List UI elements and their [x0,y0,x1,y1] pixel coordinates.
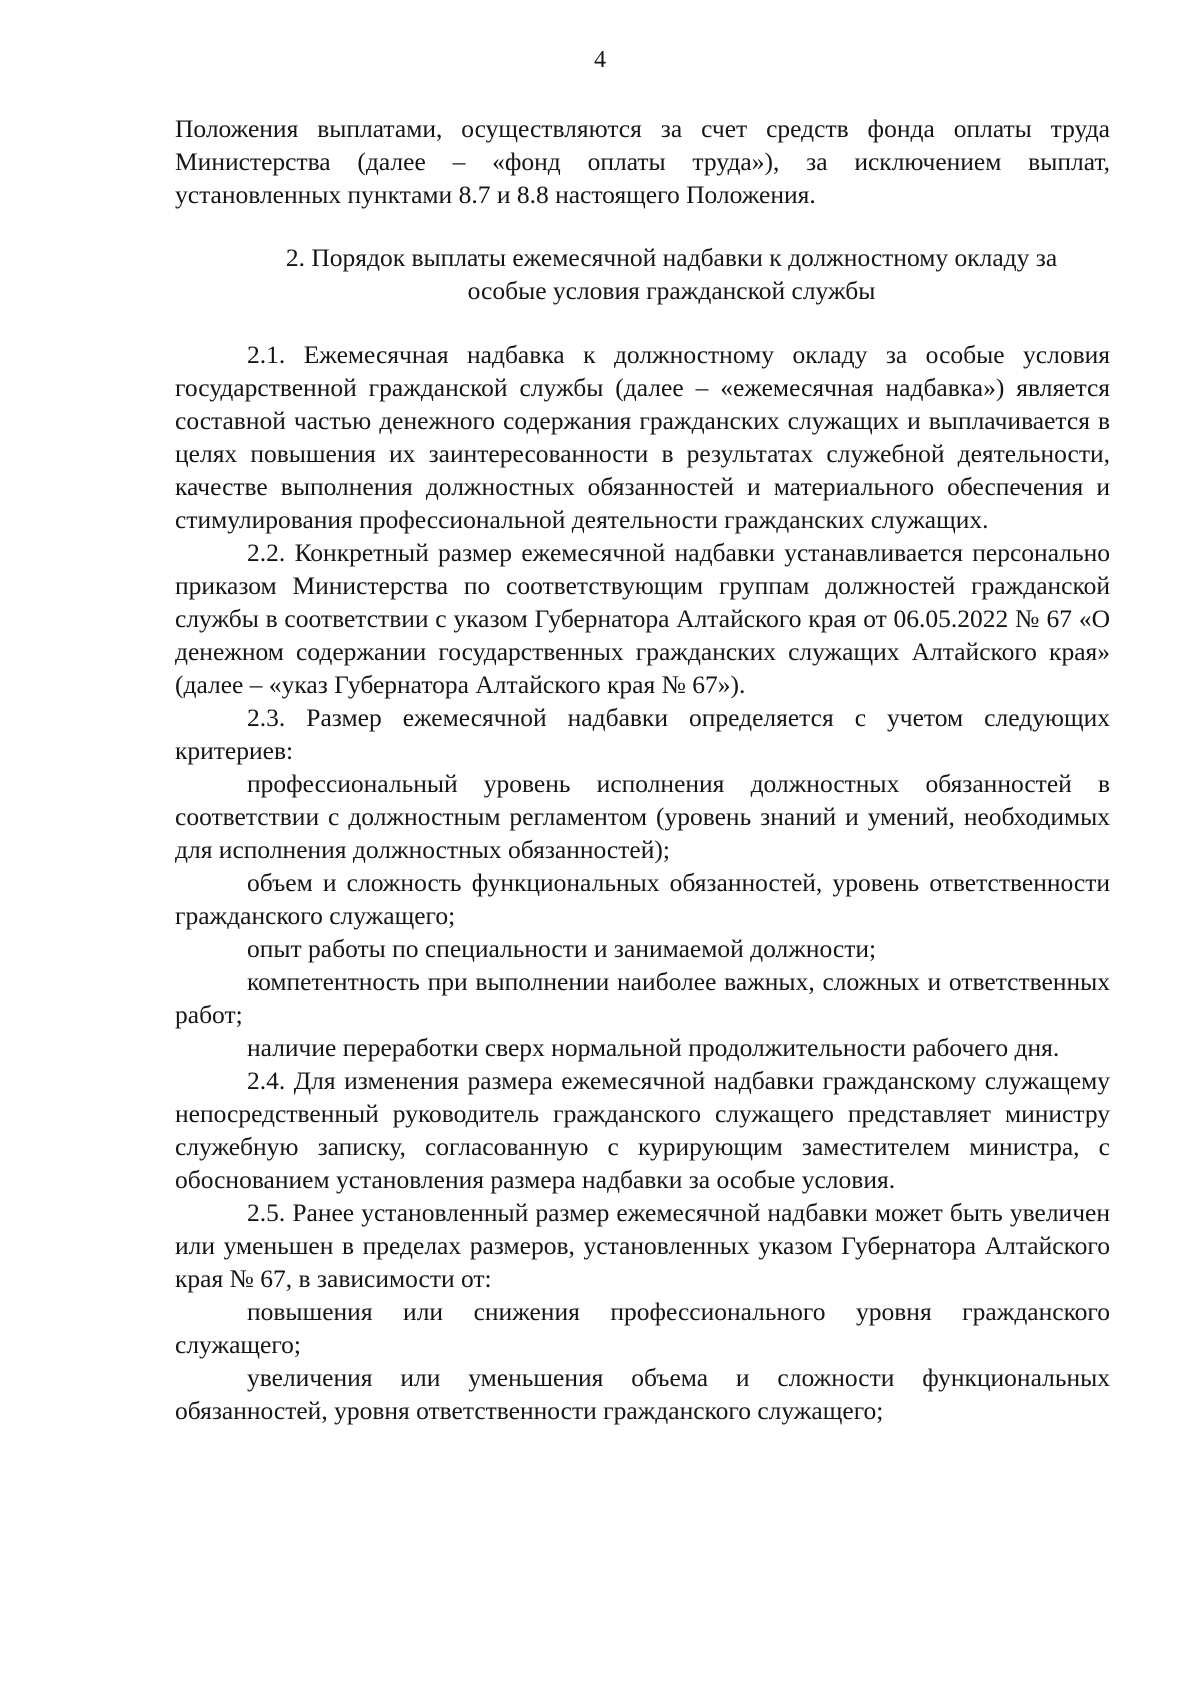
paragraph-2-2: 2.2. Конкретный размер ежемесячной надбавки устанавливается персонально приказом Министерства по соответствующим группам должностей гражданской службы в соответствии с указом Губернатора Алтайского края от 06.05.2022 № 67 «О денежном содержании государственных гражданских служащих Алтайского края» (далее – «указ Губернатора Алтайского края № 67»). [175,538,1110,699]
intro-paragraph: Положения выплатами, осуществляются за счет средств фонда оплаты труда Министерства (далее – «фонд оплаты труда»), за исключением выплат, установленных пунктами 8.7 и 8.8 настоящего Положения. [175,114,1110,209]
criterion-item: опыт работы по специальности и занимаемой должности; [247,934,877,963]
paragraph-2-3: 2.3. Размер ежемесячной надбавки определяется с учетом следующих критериев: [175,703,1110,765]
criterion-item: профессиональный уровень исполнения должностных обязанностей в соответствии с должностным регламентом (уровень знаний и умений, необходимых для исполнения должностных обязанностей); [175,769,1110,864]
criterion-item: объем и сложность функциональных обязанностей, уровень ответственности гражданского служащего; [175,868,1110,930]
page-number: 4 [594,47,606,73]
paragraph-2-5: 2.5. Ранее установленный размер ежемесячной надбавки может быть увеличен или уменьшен в пределах размеров, установленных указом Губернатора Алтайского края № 67, в зависимости от: [175,1198,1110,1293]
criterion-item: наличие переработки сверх нормальной продолжительности рабочего дня. [247,1033,1060,1062]
dependency-item: увеличения или уменьшения объема и сложности функциональных обязанностей, уровня ответственности гражданского служащего; [175,1363,1110,1425]
paragraph-2-1: 2.1. Ежемесячная надбавка к должностному окладу за особые условия государственной гражданской службы (далее – «ежемесячная надбавка») является составной частью денежного содержания гражданских служащих и выплачивается в целях повышения их заинтересованности в результатах служебной деятельности, качестве выполнения должностных обязанностей и материального обеспечения и стимулирования профессиональной деятельности гражданских служащих. [175,340,1110,534]
section-heading: 2. Порядок выплаты ежемесячной надбавки к должностному окладу за особые условия гражданской службы [285,243,1058,305]
criterion-item: компетентность при выполнении наиболее важных, сложных и ответственных работ; [175,967,1110,1029]
paragraph-2-4: 2.4. Для изменения размера ежемесячной надбавки гражданскому служащему непосредственный руководитель гражданского служащего представляет министру служебную записку, согласованную с курирующим заместителем министра, с обоснованием установления размера надбавки за особые условия. [175,1066,1110,1194]
dependency-item: повышения или снижения профессионального уровня гражданского служащего; [175,1297,1110,1359]
document-body [175,112,1110,1427]
